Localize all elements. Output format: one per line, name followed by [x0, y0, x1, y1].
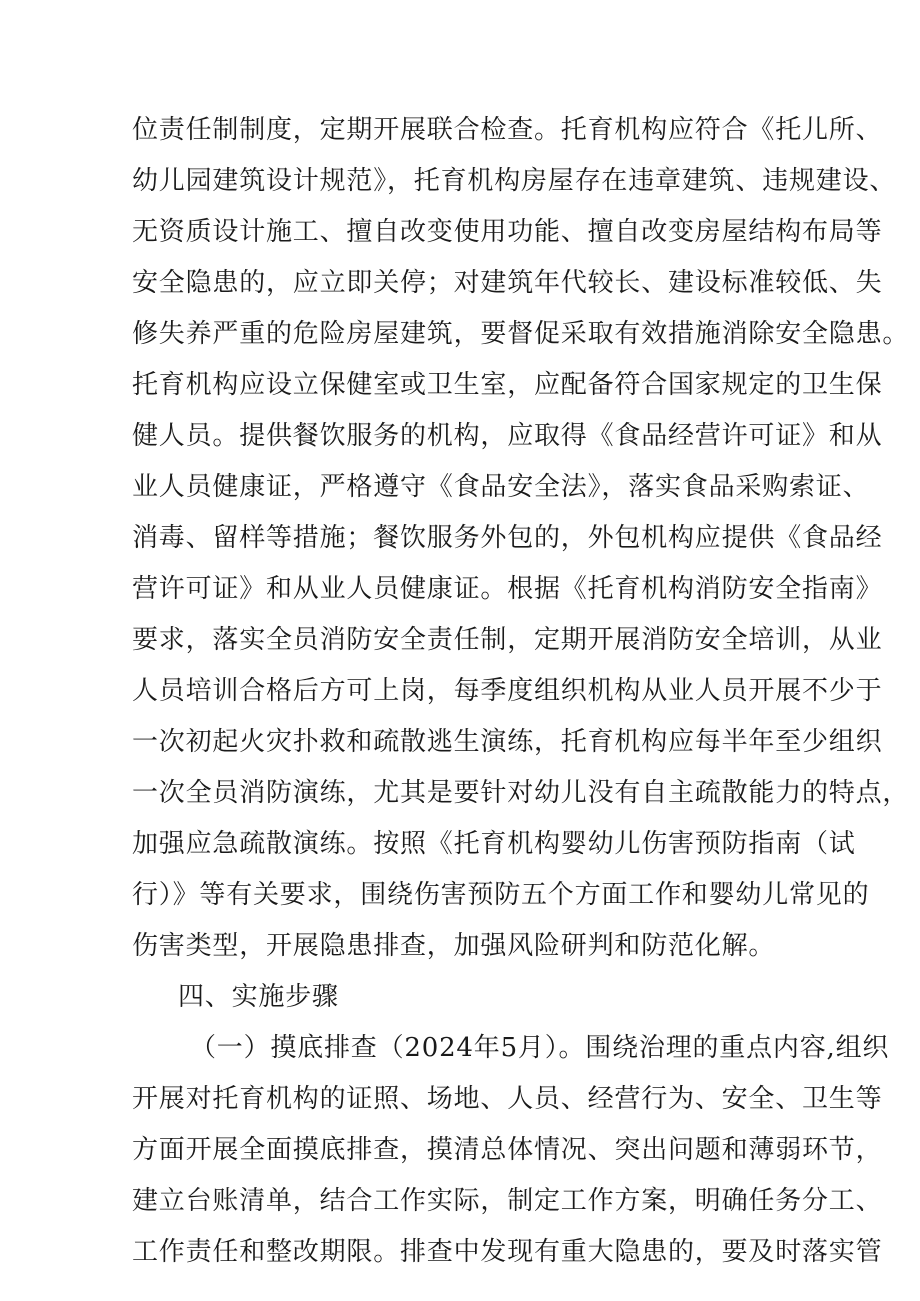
- text-line: 无资质设计施工、擅自改变使用功能、擅自改变房屋结构布局等: [132, 217, 883, 247]
- text-line: 伤害类型，开展隐患排查，加强风险研判和防范化解。: [132, 931, 776, 961]
- text-line: 健人员。提供餐饮服务的机构，应取得《食品经营许可证》和从: [132, 421, 883, 451]
- text-line: 消毒、留样等措施；餐饮服务外包的，外包机构应提供《食品经: [132, 523, 883, 553]
- text-line: 加强应急疏散演练。按照《托育机构婴幼儿伤害预防指南（试: [132, 829, 856, 859]
- text-line: 一次初起火灾扑救和疏散逃生演练，托育机构应每半年至少组织: [132, 727, 883, 757]
- text-line: 人员培训合格后方可上岗，每季度组织机构从业人员开展不少于: [132, 676, 883, 706]
- text-line: 安全隐患的，应立即关停；对建筑年代较长、建设标准较低、失: [132, 268, 883, 298]
- section-heading: 四、实施步骤: [178, 982, 339, 1012]
- text-line: 要求，落实全员消防安全责任制，定期开展消防安全培训，从业: [132, 625, 883, 655]
- subsection-heading: （一）摸底排查（2024年5月）。围绕治理的重点内容,组织: [190, 1033, 890, 1063]
- text-line: 一次全员消防演练，尤其是要针对幼儿没有自主疏散能力的特点，: [132, 778, 910, 808]
- text-line: 营许可证》和从业人员健康证。根据《托育机构消防安全指南》: [132, 574, 883, 604]
- text-line: 托育机构应设立保健室或卫生室，应配备符合国家规定的卫生保: [132, 370, 883, 400]
- text-line: 业人员健康证，严格遵守《食品安全法》，落实食品采购索证、: [132, 472, 870, 502]
- text-line: 工作责任和整改期限。排查中发现有重大隐患的，要及时落实管: [132, 1237, 883, 1267]
- text-line: 行）》等有关要求，围绕伤害预防五个方面工作和婴幼儿常见的: [132, 880, 870, 910]
- text-line: 幼儿园建筑设计规范》，托育机构房屋存在违章建筑、违规建设、: [132, 166, 897, 196]
- text-line: 方面开展全面摸底排查，摸清总体情况、突出问题和薄弱环节，: [132, 1135, 883, 1165]
- text-line: 开展对托育机构的证照、场地、人员、经营行为、安全、卫生等: [132, 1084, 883, 1114]
- text-line: 修失养严重的危险房屋建筑，要督促采取有效措施消除安全隐患。: [132, 319, 910, 349]
- text-line: 位责任制制度，定期开展联合检查。托育机构应符合《托儿所、: [132, 115, 883, 145]
- text-line: 建立台账清单，结合工作实际，制定工作方案，明确任务分工、: [132, 1186, 883, 1216]
